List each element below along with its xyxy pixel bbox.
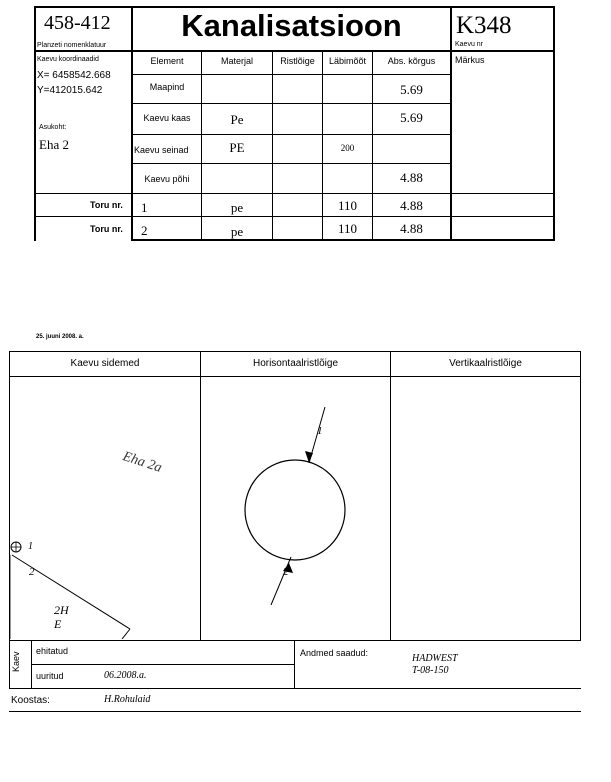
data-source-code: T-08-150 — [412, 665, 449, 676]
pipe-label: Toru nr. — [90, 200, 123, 210]
location-value: Eha 2 — [39, 137, 69, 152]
header-diameter: Läbimõõt — [328, 56, 367, 66]
horizontal-section-drawing — [201, 377, 390, 639]
header-element: Element — [150, 56, 184, 66]
row-element: Kaevu põhi — [144, 174, 190, 184]
pipe-height: 4.88 — [400, 198, 423, 213]
document-date: 25. juuni 2008. a. — [36, 334, 84, 340]
built-label: ehitatud — [36, 646, 69, 656]
surveyed-value: 06.2008.a. — [104, 670, 147, 681]
nomenclature-label: Planzeti nomenklatuur — [37, 42, 107, 49]
sketch-header-ties: Kaevu sidemed — [70, 358, 140, 369]
row-material: PE — [229, 140, 245, 155]
handwritten-tie-1: 1 — [28, 541, 33, 552]
compiled-label: Koostas: — [11, 695, 50, 706]
handwritten-street-label: Eha 2a — [120, 449, 164, 476]
compiled-value: H.Rohulaid — [104, 694, 151, 705]
location-label: Asukoht: — [39, 124, 67, 131]
pipe-material: pe — [230, 200, 244, 215]
pipe-material: pe — [230, 224, 244, 239]
row-element: Maapind — [149, 82, 185, 92]
pipe-height: 4.88 — [400, 221, 423, 236]
coordinate-x: X= 6458542.668 — [37, 70, 111, 81]
page-title: Kanalisatsioon — [181, 8, 402, 43]
pipe-number: 1 — [141, 200, 148, 215]
pipe-number: 2 — [141, 223, 148, 238]
handwritten-tie-2: 2 — [29, 566, 35, 578]
sketch-header-vertical: Vertikaalristlõige — [449, 358, 522, 369]
row-height: 5.69 — [400, 82, 423, 97]
row-element: Kaevu kaas — [143, 113, 191, 123]
coordinates-label: Kaevu koordinaadid — [37, 56, 99, 63]
data-source-label: Andmed saadud: — [300, 648, 369, 658]
pipe-label: Toru nr. — [90, 224, 123, 234]
header-material: Materjal — [220, 56, 253, 66]
header-abs-height: Abs. kõrgus — [387, 56, 436, 66]
nomenclature-number: 458-412 — [44, 12, 111, 34]
header-section: Ristlõige — [280, 56, 315, 66]
pipe-diameter: 110 — [337, 198, 358, 213]
row-material: Pe — [230, 112, 244, 127]
surveyed-label: uuritud — [36, 671, 64, 681]
handwritten-distance: 2H — [54, 603, 69, 617]
row-diameter: 200 — [340, 143, 355, 153]
handwritten-direction: E — [54, 617, 62, 631]
row-height: 4.88 — [400, 170, 423, 185]
coordinate-y: Y=412015.642 — [37, 85, 103, 96]
row-element: Kaevu seinad — [134, 145, 189, 155]
well-number-label: Kaevu nr — [455, 41, 484, 48]
sketch-header-horizontal: Horisontaalristlõige — [252, 358, 339, 369]
row-height: 5.69 — [400, 110, 423, 125]
pipe-1-label: 1 — [317, 425, 323, 437]
pipe-diameter: 110 — [337, 221, 358, 236]
data-source-company: HADWEST — [412, 653, 458, 664]
header-notes: Märkus — [455, 55, 485, 65]
well-ties-sketch — [10, 377, 200, 639]
well-section-label — [11, 651, 21, 672]
pipe-2-label: 2 — [283, 566, 289, 578]
well-label-text: Kaev — [11, 651, 21, 672]
well-number: K348 — [456, 12, 512, 39]
